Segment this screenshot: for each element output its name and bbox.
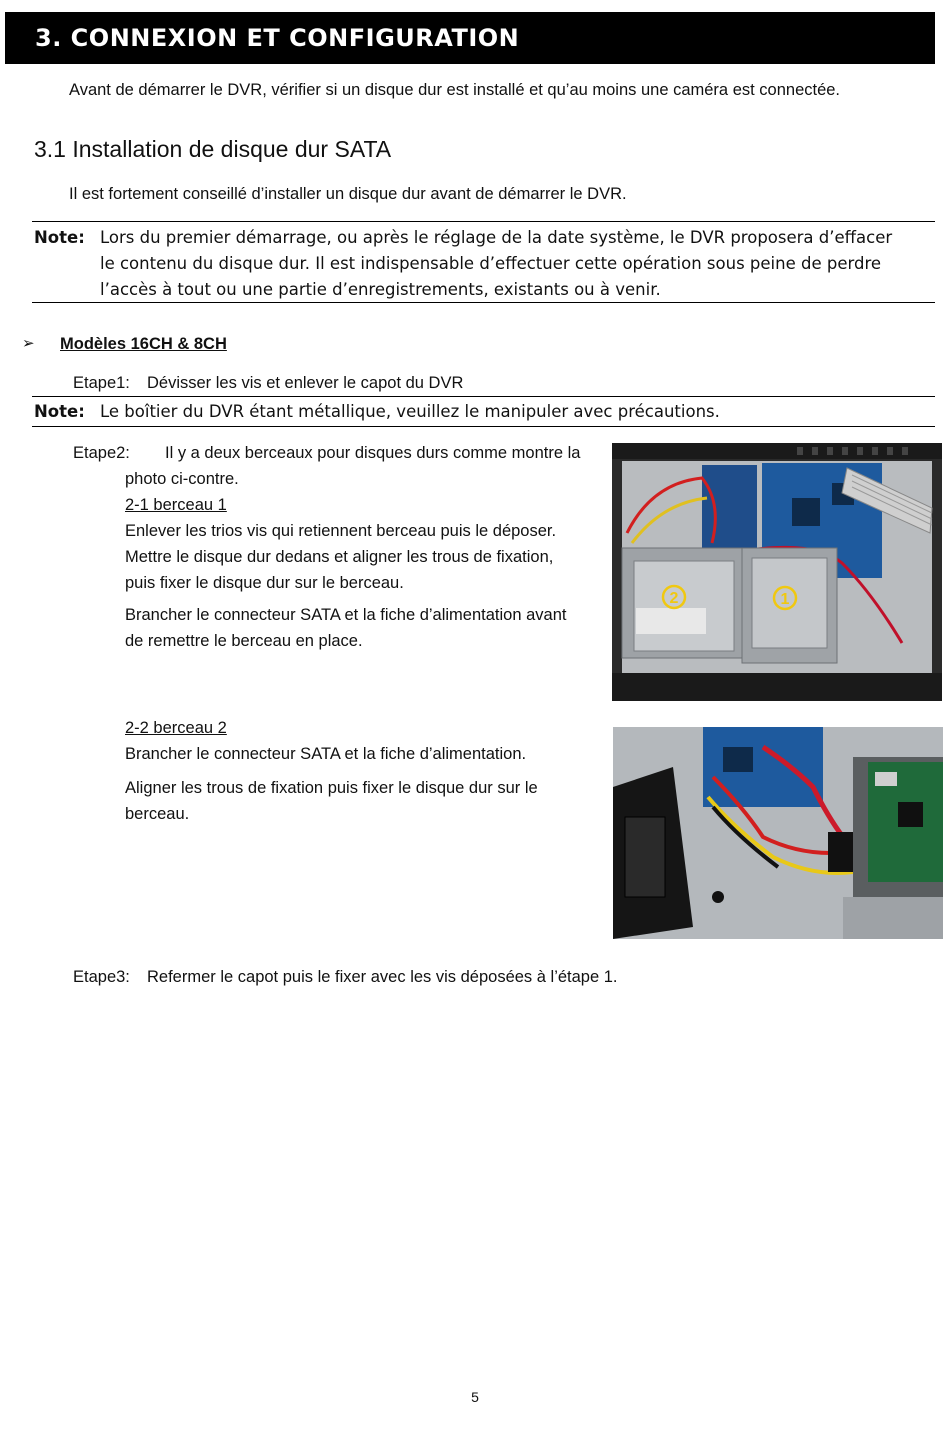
step2-line2: photo ci-contre. [125,470,239,488]
bullet-arrow-icon: ➢ [22,335,35,352]
cradle2-line1: Brancher le connecteur SATA et la fiche d’alimentation. [125,745,527,763]
chapter-banner [5,12,935,64]
step1-label: Etape1: [73,374,130,392]
models-title: Modèles 16CH & 8CH [60,335,227,353]
note-lines [100,225,933,303]
note-line: Lors du premier démarrage, ou après le réglage de la date système, le DVR proposera d’effacer [100,228,893,247]
step3-label: Etape3: [73,968,130,986]
note2-text: Le boîtier du DVR étant métallique, veuillez le manipuler avec précautions. [100,402,720,421]
step1-text: Dévisser les vis et enlever le capot du DVR [147,374,464,392]
note-line: le contenu du disque dur. Il est indispensable d’effectuer cette opération sous peine de perdre [100,254,882,273]
note2-rule-top [32,396,935,397]
intro-paragraph: Avant de démarrer le DVR, vérifier si un disque dur est installé et qu’au moins une caméra est connectée. [69,81,841,99]
step2-line1: Il y a deux berceaux pour disques durs comme montre la [165,444,581,462]
page-number: 5 [471,1389,479,1405]
section-text: Il est fortement conseillé d’installer un disque dur avant de démarrer le DVR. [69,185,627,203]
step2-label: Etape2: [73,444,130,462]
cradle1-line: Enlever les trios vis qui retiennent berceau puis le déposer. [125,522,557,540]
note-line: l’accès à tout ou une partie d’enregistrements, existants ou à venir. [100,280,661,299]
note-label: Note: [34,228,85,247]
sata-connection-photo [613,727,943,939]
note-rule-top [32,221,935,222]
cradle1-para2: Brancher le connecteur SATA et la fiche d’alimentation avant [125,606,567,624]
chapter-title: 3. CONNEXION ET CONFIGURATION [35,24,520,52]
cradle1-line: puis fixer le disque dur sur le berceau. [125,574,404,592]
cradle1-para2: de remettre le berceau en place. [125,632,363,650]
dvr-chassis-photo [612,443,942,701]
cradle1-line: Mettre le disque dur dedans et aligner les trous de fixation, [125,548,554,566]
cradle-marker-2: 2 [669,590,679,607]
note2-label: Note: [34,402,85,421]
note-rule-bottom [32,302,935,303]
step3-text: Refermer le capot puis le fixer avec les vis déposées à l’étape 1. [147,968,618,986]
cradle1-title: 2-1 berceau 1 [125,496,227,514]
note2-rule-bottom [32,426,935,427]
cradle2-title: 2-2 berceau 2 [125,719,227,737]
cradle2-para2: berceau. [125,805,190,823]
section-title: 3.1 Installation de disque dur SATA [34,136,392,162]
cradle2-para2: Aligner les trous de fixation puis fixer le disque dur sur le [125,779,538,797]
cradle-marker-1: 1 [780,591,790,608]
